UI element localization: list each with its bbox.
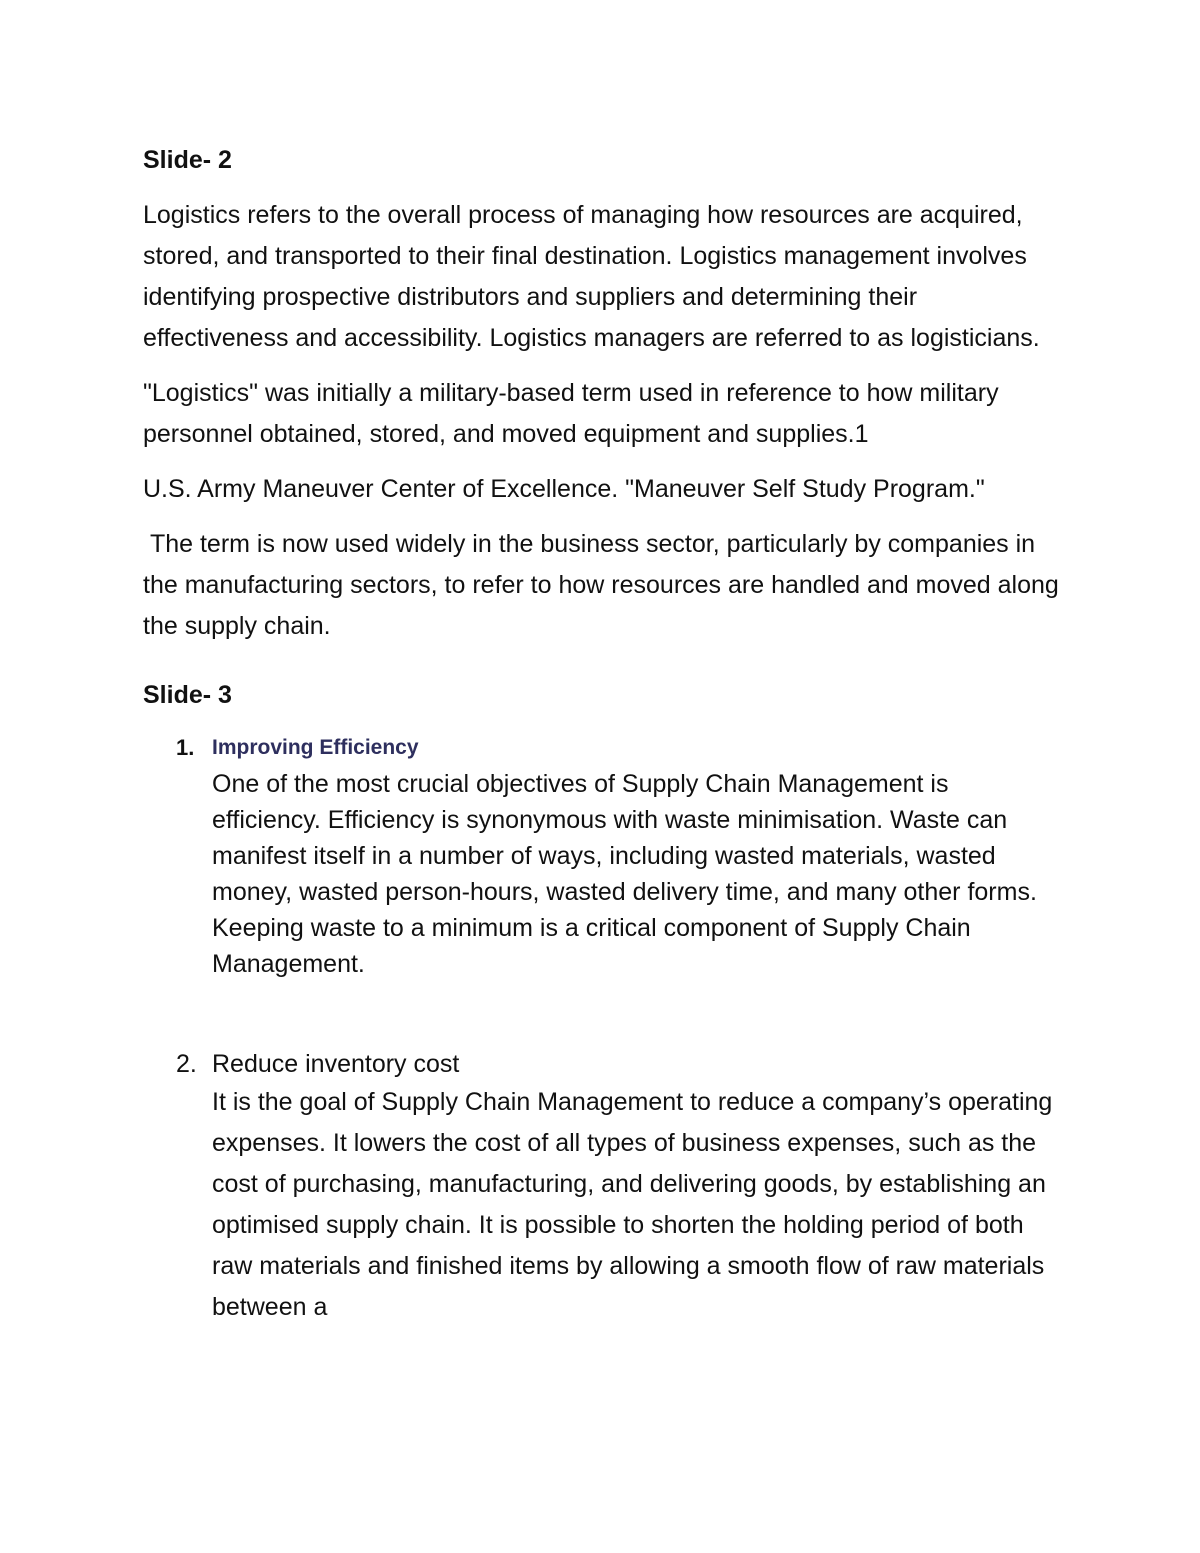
business-usage-paragraph: The term is now used widely in the business sector, particularly by companies in the manufacturing sectors, to refer to how resources are handled and moved along the supply chain. [143, 530, 1066, 640]
list-item-title: Improving Efficiency [212, 736, 419, 759]
list-item-body: It is the goal of Supply Chain Management to reduce a company’s operating expenses. It lowers the cost of all types of business expenses, such as the cost of purchasing, manufacturing, and delivering goods, by establishing an optimised supply chain. It is possible to shorten the holding period of both raw materials and finished items by allowing a smooth flow of raw materials between a [212, 1088, 1053, 1321]
slide-2-heading: Slide- 2 [143, 146, 232, 174]
objectives-list [143, 730, 1063, 1328]
list-item [143, 730, 1063, 982]
slide-3-heading: Slide- 3 [143, 681, 232, 709]
list-item-body: One of the most crucial objectives of Supply Chain Management is efficiency. Efficiency is synonymous with waste minimisation. Waste can manifest itself in a number of ways, including wasted materials, wasted money, wasted person-hours, wasted delivery time, and many other forms. Keeping waste to a minimum is a critical component of Supply Chain Management. [212, 770, 1037, 978]
logistics-definition-paragraph: Logistics refers to the overall process of managing how resources are acquired, stored, and transported to their final destination. Logistics management involves identifying prospective distributors and suppliers and determining their effectiveness and accessibility. Logistics managers are referred to as logisticians. [143, 201, 1040, 352]
list-item-title: Reduce inventory cost [212, 1050, 460, 1078]
slide-3-section [143, 675, 1063, 1328]
document-body [143, 140, 1066, 1328]
list-item-number: 2. [176, 1050, 197, 1078]
list-item [143, 1046, 1063, 1328]
military-origin-paragraph: "Logistics" was initially a military-based term used in reference to how military personnel obtained, stored, and moved equipment and supplies.1 [143, 379, 999, 448]
list-item-number: 1. [176, 735, 195, 760]
citation-paragraph: U.S. Army Maneuver Center of Excellence. "Maneuver Self Study Program." [143, 475, 985, 503]
